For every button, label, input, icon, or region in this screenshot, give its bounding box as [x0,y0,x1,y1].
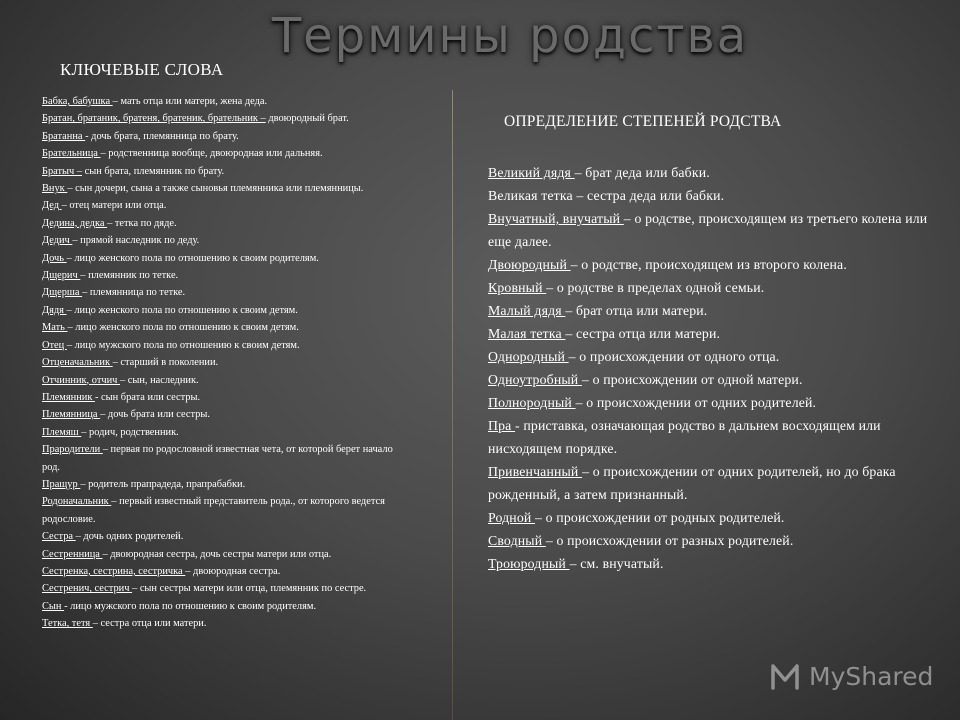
list-item-definition: – о происхождении от одного отца. [568,349,780,364]
list-item [42,110,397,127]
list-item [42,372,397,389]
list-item [42,528,397,545]
list-item-definition: – тетка по дяде. [107,217,177,229]
list-item [42,163,397,180]
list-item-definition: - сын брата или сестры. [94,391,201,403]
list-item-term: Сестренич, сестрич [42,583,133,595]
list-item-term: Малая тетка [488,326,566,341]
list-item-term: Сестренница [42,548,103,560]
list-item-term: Великий дядя [488,165,575,180]
list-item [42,563,397,580]
list-item [488,506,933,529]
list-item-term: Малый дядя [488,303,566,318]
list-item-term: Привенчанный [488,464,583,479]
kinship-degrees-list [488,161,933,575]
list-item [488,391,933,414]
list-item [488,345,933,368]
list-item [488,276,933,299]
list-item-definition: – племянник по тетке. [80,270,179,282]
list-item [42,128,397,145]
list-item-term: Внук [42,183,68,195]
list-item-definition: – первый известный представитель рода., от которого ведется родословие. [42,496,385,525]
list-item-term: Дщерша [42,287,83,299]
list-item-definition: - лицо мужского пола по отношению к своим родителям. [64,600,317,612]
list-item-definition: – лицо мужского пола по отношению к своим детям. [66,339,300,351]
list-item-term: Сын [42,600,65,612]
list-item-term: Тетка, тетя [42,618,93,630]
list-item [42,180,397,197]
list-item [42,302,397,319]
list-item-term: Дядя [42,304,67,316]
list-item-term: Дедина, дедка [42,217,108,229]
list-item [42,284,397,301]
list-item-definition: – лицо женского пола по отношению к своим детям. [66,304,298,316]
keywords-list [42,93,397,633]
list-item-definition: – брат деда или бабки. [574,165,710,180]
list-item-definition: – сын, наследник. [119,374,199,386]
list-item-term: Дщерич [42,270,81,282]
list-item-term: Пращур [42,478,81,490]
list-item-term: Племянница [42,409,101,421]
list-item [488,207,933,253]
list-item-term: Братанна [42,130,86,142]
list-item [42,319,397,336]
list-item-definition: – о родстве, происходящем из второго колена. [570,257,847,272]
list-item-definition: – двоюродная сестра. [185,565,281,577]
list-item-term: Дедич [42,235,73,247]
list-item-term: Отчинник, отчич [42,374,120,386]
list-item [42,267,397,284]
list-item [488,322,933,345]
list-item-definition: – сестра отца или матери. [92,618,207,630]
list-item-term: Прародители [42,444,103,456]
list-item-definition: – о родстве в пределах одной семьи. [546,280,765,295]
list-item-definition: – мать отца или матери, жена деда. [112,96,268,107]
list-item-definition: – сын дочери, сына а также сыновья племянника или племянницы. [67,183,364,195]
list-item [488,299,933,322]
list-item [488,184,933,207]
myshared-logo-icon [767,658,803,694]
list-item [42,354,397,371]
list-item [42,215,397,232]
list-item-definition: – сын сестры матери или отца, племянник по сестре. [132,583,367,595]
list-item-definition: – двоюродная сестра, дочь сестры матери или отца. [102,548,332,560]
list-item [488,529,933,552]
list-item-term: Однородный [488,349,569,364]
list-item-term: Родоначальник [42,496,112,508]
list-item-definition: – лицо женского пола по отношению к своим родителям. [66,252,319,264]
list-item [42,441,397,476]
list-item-definition: Великая тетка – сестра деда или бабки. [488,188,725,203]
list-item [42,493,397,528]
list-item [488,253,933,276]
list-item-definition: – дочь брата или сестры. [100,409,210,421]
list-item-definition: – родственница вообще, двоюродная или дальняя. [100,148,323,160]
list-item [42,424,397,441]
list-item-term: Брательница [42,148,101,160]
list-item-term: Отец [42,339,67,351]
list-item-definition: – родитель прапрадеда, прапрабабки. [80,478,246,490]
list-item-definition: – о происхождении от одних родителей, но до брака рожденный, а затем признанный. [488,464,896,502]
list-item-term: Пра [488,418,516,433]
list-item [42,546,397,563]
list-item [42,615,397,632]
list-item-definition: – лицо женского пола по отношению к своим детям. [67,322,299,334]
list-item-term: Мать [42,322,68,334]
list-item [42,250,397,267]
list-item-definition: – о происхождении от одной матери. [581,372,803,387]
keywords-heading: КЛЮЧЕВЫЕ СЛОВА [60,60,224,79]
list-item-definition: – о происхождении от разных родителей. [545,533,794,548]
list-item-definition: – о родстве, происходящем из третьего колена или еще далее. [488,211,928,249]
list-item-definition: – о происхождении от одних родителей. [575,395,817,410]
list-item-definition: – дочь одних родителей. [75,531,184,543]
list-item [42,598,397,615]
list-item [42,93,397,110]
list-item [42,145,397,162]
list-item-definition: – брат отца или матери. [565,303,708,318]
list-item-term: Кровный [488,280,547,295]
list-item-term: Братан, братаник, братеня, братеник, брательник – [42,113,266,125]
list-item-definition: – см. внучатый. [569,556,664,571]
list-item-term: Двоюродный [488,257,571,272]
list-item [42,476,397,493]
column-divider [452,90,453,720]
list-item [488,368,933,391]
list-item-term: Дочь [42,252,67,264]
list-item-definition: – прямой наследник по деду. [72,235,200,247]
list-item-definition: сын брата, племянник по брату. [82,165,225,177]
list-item-definition: - приставка, означающая родство в дальнем восходящем или нисходящем порядке. [488,418,881,456]
list-item-term: Одноутробный [488,372,582,387]
list-item [42,232,397,249]
list-item-term: Сестренка, сестрина, сестричка [42,565,186,577]
list-item-term: Братыч – [42,165,83,177]
list-item-term: Полнородный [488,395,576,410]
list-item [42,389,397,406]
list-item-definition: – отец матери или отца. [61,200,167,212]
list-item-definition: - дочь брата, племянница по брату. [85,130,239,142]
list-item-term: Племяш [42,426,82,438]
list-item-definition: – родич, родственник. [81,426,179,438]
kinship-degrees-heading: ОПРЕДЕЛЕНИЕ СТЕПЕНЕЙ РОДСТВА [504,113,782,130]
list-item-term: Бабка, бабушка [42,96,113,107]
list-item-definition: – старший в поколении. [112,357,219,369]
list-item [488,161,933,184]
list-item-term: Сводный [488,533,546,548]
list-item-definition: двоюродный брат. [265,113,349,125]
list-item-term: Внучатный, внучатый [488,211,624,226]
list-item-term: Родной [488,510,536,525]
list-item-definition: – о происхождении от родных родителей. [535,510,785,525]
list-item [42,337,397,354]
list-item-term: Отценачальник [42,357,113,369]
list-item-definition: – племянница по тетке. [82,287,186,299]
list-item-term: Племянник [42,391,95,403]
list-item [42,580,397,597]
myshared-watermark [767,658,933,694]
list-item-term: Сестра [42,531,76,543]
list-item-definition: – сестра отца или матери. [565,326,721,341]
watermark-text: MyShared [809,661,934,691]
slide-title: Термины родства [271,8,749,64]
list-item [42,406,397,423]
list-item-definition: – первая по родословной известная чета, от которой берет начало род. [42,444,393,473]
list-item [488,552,933,575]
list-item [488,414,933,460]
list-item [488,460,933,506]
list-item [42,197,397,214]
list-item-term: Дед [42,200,62,212]
list-item-term: Троюродный [488,556,570,571]
